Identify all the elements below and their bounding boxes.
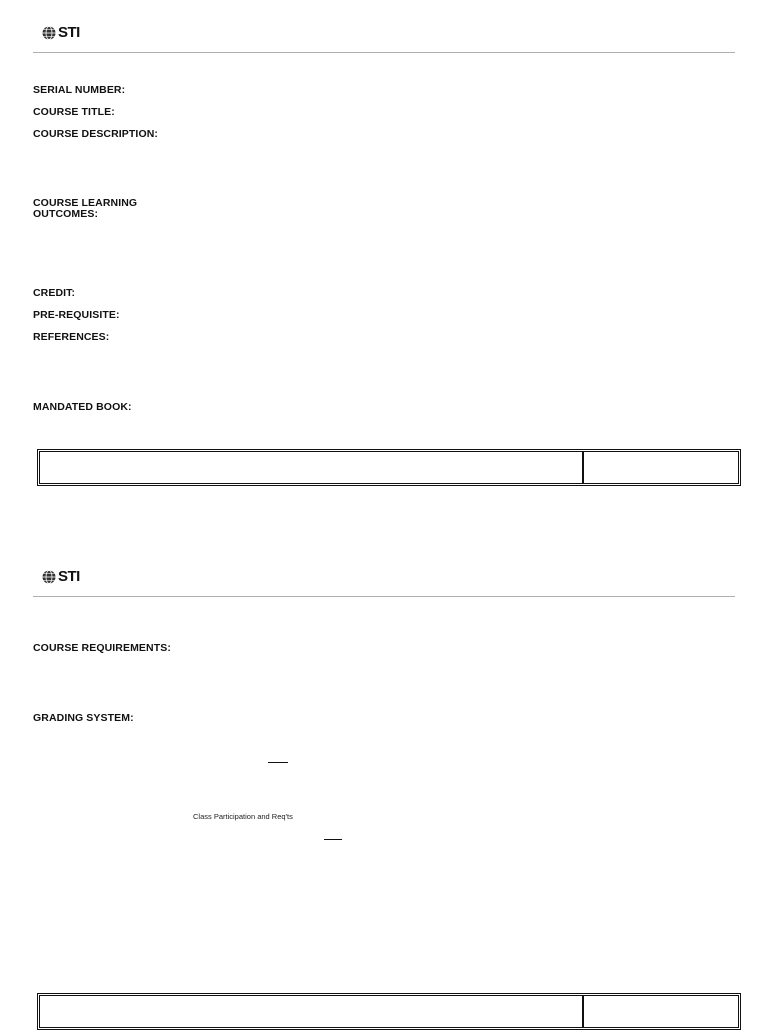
grading-blank-line (268, 762, 288, 763)
globe-icon (42, 25, 56, 41)
course-description-label: COURSE DESCRIPTION: (33, 128, 158, 140)
pre-requisite-label: PRE-REQUISITE: (33, 309, 120, 321)
course-title-label: COURSE TITLE: (33, 106, 115, 118)
footer-box-divider (582, 996, 584, 1027)
sti-logo (42, 25, 80, 41)
header-rule (33, 52, 735, 53)
header-rule (33, 596, 735, 597)
logo-text: STI (58, 568, 80, 585)
footer-box-divider (582, 452, 584, 483)
references-label: REFERENCES: (33, 331, 110, 343)
credit-label: CREDIT: (33, 287, 76, 299)
footer-box (37, 993, 741, 1030)
course-learning-outcomes-label (33, 198, 173, 220)
globe-icon (42, 569, 56, 585)
class-participation-label: Class Participation and Req'ts (193, 812, 293, 821)
course-requirements-label: COURSE REQUIREMENTS: (33, 642, 171, 654)
logo-text: STI (58, 24, 80, 41)
mandated-book-label: MANDATED BOOK: (33, 401, 132, 413)
course-learning-outcomes-line2: OUTCOMES: (33, 208, 99, 220)
grading-system-label: GRADING SYSTEM: (33, 712, 134, 724)
footer-box (37, 449, 741, 486)
sti-logo (42, 569, 80, 585)
course-learning-outcomes-line1: COURSE LEARNING (33, 197, 138, 209)
grading-blank-line (324, 839, 342, 840)
serial-number-label: SERIAL NUMBER: (33, 84, 126, 96)
document-page-2 (0, 544, 768, 1024)
